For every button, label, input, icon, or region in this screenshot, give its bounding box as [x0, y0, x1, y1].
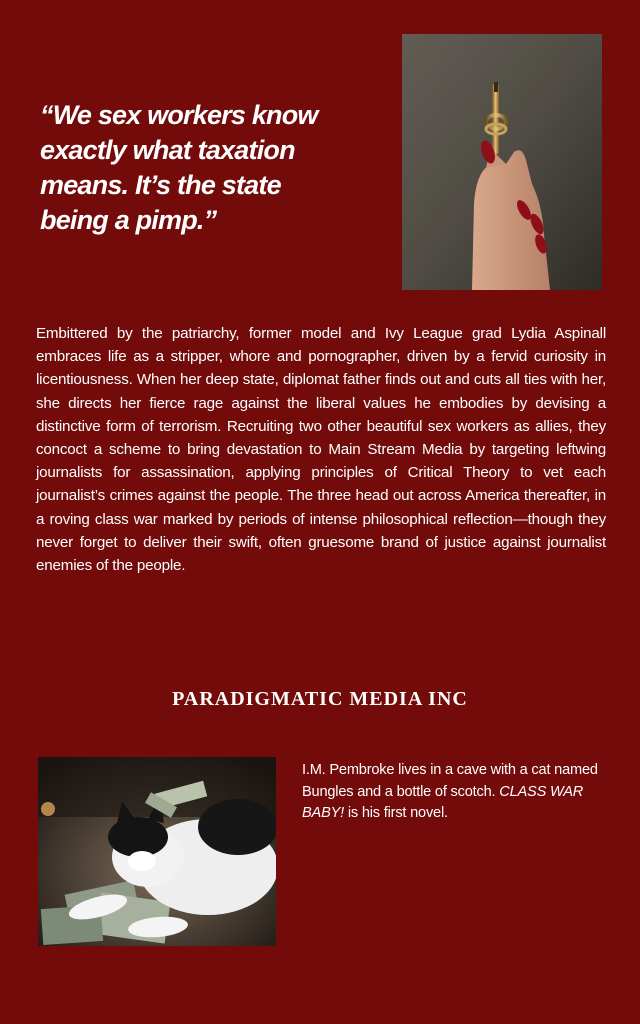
pull-quote-line: “We sex workers know — [40, 100, 318, 130]
pull-quote-line: being a pimp.” — [40, 205, 217, 235]
author-bio — [302, 760, 602, 825]
cat-with-money-photo — [38, 757, 276, 946]
hand-holding-key-photo — [402, 34, 602, 290]
pull-quote — [40, 98, 380, 238]
pull-quote-line: exactly what taxation — [40, 135, 295, 165]
author-bio-text-end: is his first novel. — [344, 805, 448, 821]
publisher-name: PARADIGMATIC MEDIA INC — [172, 688, 468, 710]
book-title: CLASS WAR BABY! — [302, 783, 584, 821]
pull-quote-line: means. It’s the state — [40, 170, 281, 200]
author-bio-text: I.M. Pembroke lives in a cave with a cat named Bungles and a bottle of scotch. — [302, 762, 598, 800]
book-description: Embittered by the patriarchy, former model and Ivy League grad Lydia Aspinall embraces life as a stripper, whore and pornographer, driven by a fervid curiosity in licentiousness. When her deep state, diplomat father finds out and cuts all ties with her, she directs her fierce rage against the liberal values he embodies by devising a distinctive form of terrorism. Recruiting two other beautiful sex workers as allies, they concoct a scheme to bring devastation to Main Stream Media by targeting leftwing journalists for assassination, applying principles of Critical Theory to vet each journalist’s crimes against the people. The three head out across America thereafter, in a roving class war marked by periods of intense philosophical reflection—though they never forget to deliver their swift, often gruesome brand of justice against journalist enemies of the people. — [36, 325, 606, 575]
